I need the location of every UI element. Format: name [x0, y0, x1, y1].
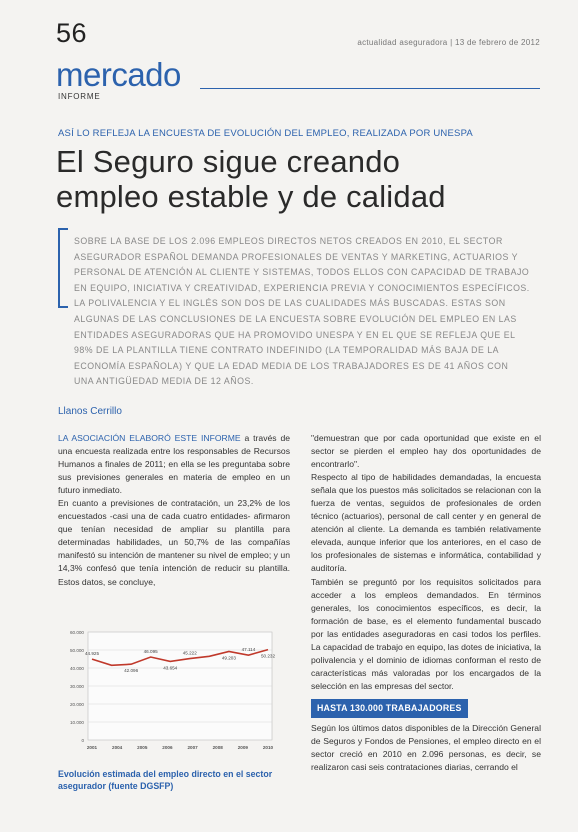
section-title: mercado: [56, 56, 181, 93]
paragraph: Según los últimos datos disponibles de la Dirección General de Seguros y Fondos de Pensiones, el empleo directo en el sector creció en 2010 en 2.096 personas, es decir, se realizaron casi seis contrataciones diarias, cerrando el: [311, 722, 541, 773]
data-label: 47.114: [241, 647, 256, 653]
y-tick-label: 10.000: [69, 720, 84, 725]
x-tick-label: 2005: [137, 745, 148, 750]
data-label: 42.096: [124, 668, 139, 674]
data-label: 49.203: [221, 655, 236, 661]
column-left: [58, 432, 290, 589]
article-title: [56, 144, 446, 214]
x-tick-label: 2004: [112, 745, 123, 750]
data-label: 44.925: [84, 651, 100, 657]
lead-in: LA ASOCIACIÓN ELABORÓ ESTE INFORME: [58, 433, 241, 443]
data-label: 50.232: [260, 653, 276, 659]
y-tick-label: 60.000: [69, 630, 84, 635]
article-lead: SOBRE LA BASE DE LOS 2.096 EMPLEOS DIRECTOS NETOS CREADOS EN 2010, EL SECTOR ASEGURADOR ESPAÑOL DEMANDA PROFESIONALES DE VENTAS Y MARKETING, ACTUARIOS Y PERSONAL DE ATENCIÓN AL CLIENTE Y SISTEMAS, TODOS ELLOS CON CAPACIDAD DE TRABAJO EN EQUIPO, INICIATIVA Y CREATIVIDAD, EXPERIENCIA PREVIA Y CONOCIMIENTOS ESPECÍFICOS. LA POLIVALENCIA Y EL INGLÉS SON DOS DE LAS CUALIDADES MÁS BUSCADAS. ESTAS SON ALGUNAS DE LAS CONCLUSIONES DE LA ENCUESTA SOBRE EVOLUCIÓN DEL EMPLEO EN LAS ENTIDADES ASEGURADORAS QUE HA PROMOVIDO UNESPA Y EN EL QUE SE REFLEJA QUE EL 98% DE LA PLANTILLA TIENE CONTRATO INDEFINIDO (LA TEMPORALIDAD MÁS BAJA DE LA ECONOMÍA ESPAÑOLA) Y QUE LA EDAD MEDIA DE LOS TRABAJADORES ES DE 41 AÑOS CON UNA ANTIGÜEDAD MEDIA DE 12 AÑOS.: [74, 236, 530, 387]
y-tick-label: 40.000: [69, 666, 84, 671]
paragraph: "demuestran que por cada oportunidad que existe en el sector se pierden el empleo hay dos oportunidades de encontrarlo".: [311, 433, 541, 470]
box-heading: HASTA 130.000 TRABAJADORES: [311, 699, 468, 718]
x-tick-label: 2001: [86, 745, 98, 750]
section-rule: [200, 88, 540, 89]
paragraph: Respecto al tipo de habilidades demandadas, la encuesta señala que los puestos más solicitados se relacionan con la fuerza de ventas, seguidos de profesionales de orden técnico (actuarios), personal de call center y en general de atención al cliente. La demanda es también relativamente elevada, aunque inferior que los anteriores, en el caso de los profesionales de sistemas e informática, contabilidad y auditoría.: [311, 472, 541, 574]
paragraph: [58, 432, 290, 497]
title-line-1: El Seguro sigue creando: [56, 144, 401, 179]
lead-bracket: [58, 228, 68, 308]
y-tick-label: 50.000: [69, 648, 84, 653]
y-tick-label: 20.000: [69, 702, 84, 707]
chart-x-ticks: [87, 745, 274, 750]
paragraph: También se preguntó por los requisitos solicitados para acceder a los empleos demandados. En términos generales, los conocimientos específicos, es decir, la formación de base, es el elemento fundamental buscado por las entidades aseguradoras en casi todos los perfiles. La capacidad de trabajo en equipo, las dotes de iniciativa, la polivalencia y el dominio de idiomas conforman el resto de características más valoradas por los encargados de la selección en las empresas del sector.: [311, 576, 541, 691]
x-tick-label: 2008: [212, 745, 223, 750]
chart-caption: Evolución estimada del empleo directo en el sector asegurador (fuente DGSFP): [58, 769, 273, 791]
column-right: [311, 432, 541, 774]
byline: Llanos Cerrillo: [58, 406, 122, 417]
data-label: 45.222: [182, 650, 197, 656]
x-tick-label: 2007: [187, 745, 198, 750]
x-tick-label: 2009: [237, 745, 248, 750]
x-tick-label: 2006: [162, 745, 173, 750]
article-kicker: ASÍ LO REFLEJA LA ENCUESTA DE EVOLUCIÓN DEL EMPLEO, REALIZADA POR UNESPA: [58, 128, 473, 139]
publication-header: actualidad aseguradora | 13 de febrero de 2012: [357, 38, 540, 47]
title-line-2: empleo estable y de calidad: [56, 179, 446, 214]
subsection-label: INFORME: [58, 92, 101, 101]
data-label: 46.095: [143, 649, 158, 655]
y-tick-label: 30.000: [69, 684, 84, 689]
employment-chart: [58, 622, 280, 760]
page-number: 56: [56, 18, 88, 48]
data-label: 43.654: [163, 665, 178, 671]
x-tick-label: 2010: [262, 745, 274, 750]
paragraph-text: a través de una encuesta realizada entre los responsables de Recursos Humanos a finales de 2011; en ella se les preguntaba sobre sus previsiones generales en materia de empleo en un futuro inmediato.: [58, 433, 290, 496]
y-tick-label: 0: [81, 738, 84, 743]
paragraph: En cuanto a previsiones de contratación, un 23,2% de los encuestados -casi una de cada cuatro entidades- afirmaron que tenían necesidad de ampliar su plantilla para determinadas habilidades, un 50,7% de las compañías manifestó su intención de mantener su nivel de empleo; y un 14,3% confesó que tenía intención de reducir su plantilla. Estos datos, se concluye,: [58, 498, 290, 587]
chart-y-ticks: [70, 630, 85, 743]
